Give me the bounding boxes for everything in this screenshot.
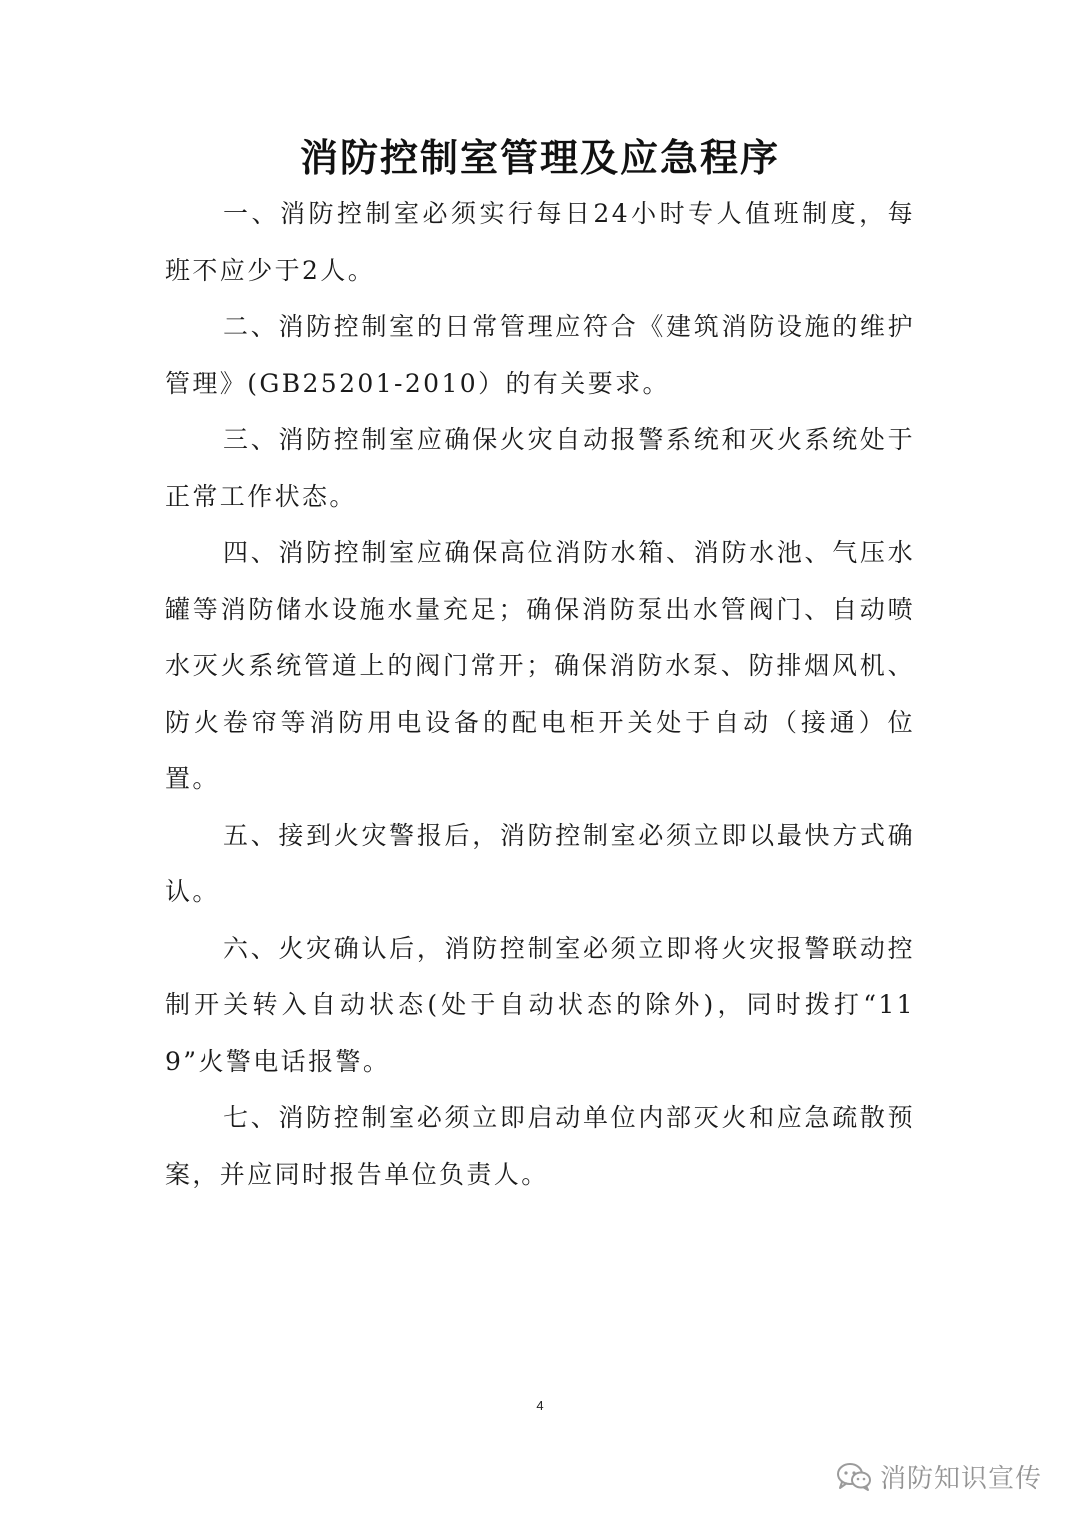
- wechat-icon: [836, 1462, 872, 1492]
- paragraph-3: 三、消防控制室应确保火灾自动报警系统和灭火系统处于正常工作状态。: [165, 425, 915, 511]
- document-title: 消防控制室管理及应急程序: [299, 136, 780, 180]
- paragraph-7: 七、消防控制室必须立即启动单位内部灭火和应急疏散预案，并应同时报告单位负责人。: [165, 1103, 915, 1189]
- paragraph-4: 四、消防控制室应确保高位消防水箱、消防水池、气压水罐等消防储水设施水量充足；确保消防泵出水管阀门、自动喷水灭火系统管道上的阀门常开；确保消防水泵、防排烟风机、防火卷帘等消防用电设备的配电柜开关处于自动（接通）位置。: [165, 538, 915, 793]
- watermark-text: 消防知识宣传: [879, 1464, 1042, 1494]
- paragraph-5: 五、接到火灾警报后，消防控制室必须立即以最快方式确认。: [165, 820, 915, 906]
- document-body: [165, 186, 915, 1203]
- paragraph-1: 一、消防控制室必须实行每日24小时专人值班制度，每班不应少于2人。: [165, 199, 915, 285]
- paragraph-2: 二、消防控制室的日常管理应符合《建筑消防设施的维护管理》(GB25201-2010）的有关要求。: [165, 312, 915, 398]
- watermark: [836, 1458, 1042, 1495]
- paragraph-6: 六、火灾确认后，消防控制室必须立即将火灾报警联动控制开关转入自动状态(处于自动状态的除外)，同时拨打“119”火警电话报警。: [165, 933, 915, 1076]
- page-number: 4: [536, 1398, 544, 1413]
